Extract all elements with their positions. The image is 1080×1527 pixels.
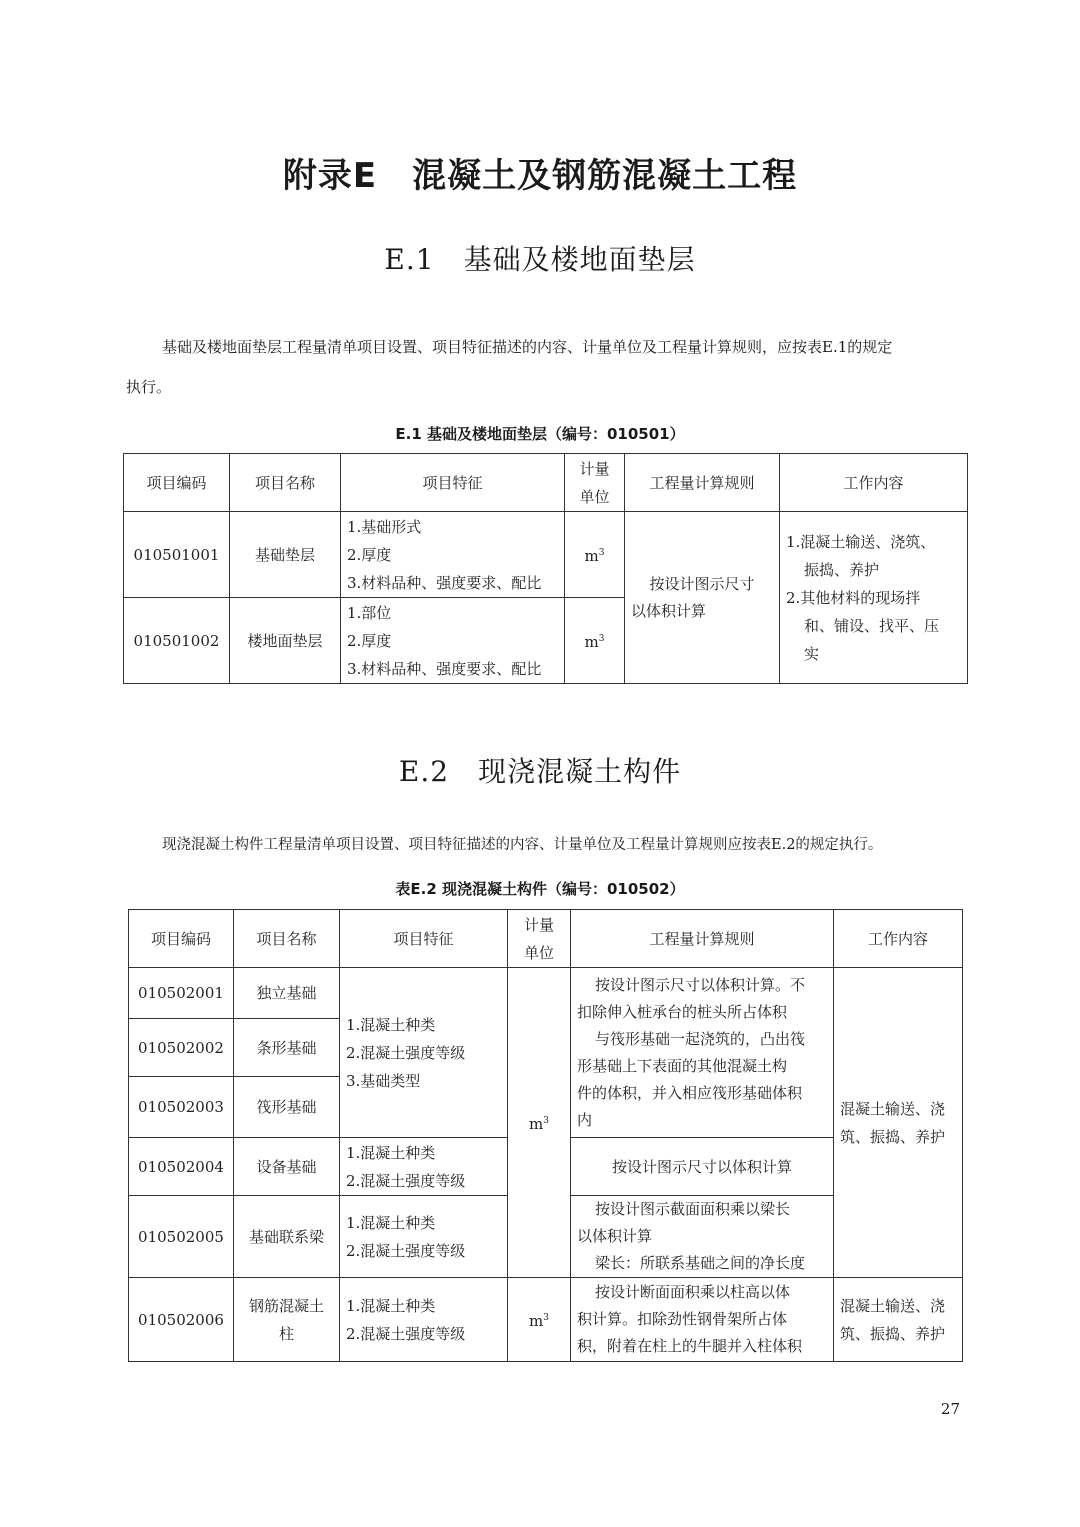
feature-item: 1.混凝土种类: [346, 1213, 436, 1232]
feature-item: 2.混凝土强度等级: [346, 1324, 466, 1343]
cell-code: 010502002: [129, 1019, 234, 1077]
cell-rule: 按设计图示尺寸以体积计算: [571, 1138, 834, 1196]
header-name: 项目名称: [230, 454, 341, 512]
e1-table-caption: E.1 基础及楼地面垫层（编号：010501）: [395, 425, 685, 443]
unit-sup: 3: [598, 548, 605, 558]
cell-code: 010502005: [129, 1196, 234, 1278]
table-row: [129, 968, 963, 1019]
rule-line: 按设计图示尺寸以体积计算。不: [595, 975, 806, 994]
cell-unit: [508, 1278, 571, 1362]
feature-item: 1.混凝土种类: [346, 1143, 436, 1162]
table-row: [129, 1278, 963, 1362]
work-line: 筑、振捣、养护: [840, 1324, 946, 1343]
feature-item: 3.材料品种、强度要求、配比: [347, 573, 542, 592]
work-line: 实: [804, 644, 820, 663]
cell-work: [834, 1278, 963, 1362]
header-name: 项目名称: [234, 910, 340, 968]
header-features: 项目特征: [340, 910, 508, 968]
cell-code: 010502003: [129, 1077, 234, 1138]
work-line: 和、铺设、找平、压: [804, 616, 940, 635]
cell-name: 楼地面垫层: [230, 598, 341, 684]
e2-table: [128, 909, 963, 1362]
rule-line: 件的体积，并入相应筏形基础体积: [577, 1083, 803, 1102]
work-line: 混凝土输送、浇: [840, 1099, 946, 1118]
header-work: 工作内容: [780, 454, 968, 512]
page-title: 附录E 混凝土及钢筋混凝土工程: [282, 156, 798, 196]
header-unit-line2: 单位: [523, 943, 554, 962]
header-unit-line2: 单位: [579, 487, 610, 506]
cell-name: 筏形基础: [234, 1077, 340, 1138]
header-code: 项目编码: [124, 454, 230, 512]
cell-name-line1: 钢筋混凝土: [248, 1296, 324, 1315]
feature-item: 1.基础形式: [347, 517, 422, 536]
cell-code: 010502006: [129, 1278, 234, 1362]
header-code: 项目编码: [129, 910, 234, 968]
cell-name: 基础垫层: [230, 512, 341, 598]
rule-line: 以体积计算: [577, 1227, 653, 1245]
rule-line: 内: [577, 1110, 593, 1129]
cell-name-line2: 柱: [278, 1324, 294, 1343]
feature-item: 2.混凝土强度等级: [346, 1171, 466, 1190]
cell-features: [341, 598, 565, 684]
cell-rule: [571, 968, 834, 1138]
cell-features: [341, 512, 565, 598]
unit-sup: 3: [543, 1313, 549, 1323]
header-unit: [565, 454, 625, 512]
cell-code: 010502004: [129, 1138, 234, 1196]
section-heading-e1: E.1 基础及楼地面垫层: [384, 243, 696, 276]
feature-item: 3.材料品种、强度要求、配比: [347, 659, 542, 678]
rule-line: 与筏形基础一起浇筑的，凸出筏: [595, 1029, 806, 1048]
rule-line: 梁长：所联系基础之间的净长度: [595, 1254, 806, 1272]
e1-intro-line2: 执行。: [126, 378, 172, 396]
rule-line: 按设计断面面积乘以柱高以体: [595, 1283, 791, 1301]
cell-name: 设备基础: [234, 1138, 340, 1196]
header-features: 项目特征: [341, 454, 565, 512]
rule-line: 按设计图示截面面积乘以梁长: [595, 1200, 791, 1218]
e1-table: [123, 453, 968, 684]
unit-text: m: [529, 1312, 544, 1330]
header-unit-line1: 计量: [579, 459, 610, 478]
rule-line: 形基础上下表面的其他混凝土构: [577, 1056, 788, 1075]
work-line: 混凝土输送、浇: [840, 1296, 946, 1315]
cell-code: 010501001: [124, 512, 230, 598]
e2-table-caption: 表E.2 现浇混凝土构件（编号：010502）: [395, 880, 685, 898]
feature-item: 1.混凝土种类: [346, 1015, 436, 1034]
e1-intro-line1: 基础及楼地面垫层工程量清单项目设置、项目特征描述的内容、计量单位及工程量计算规则，应按表E.1的规定: [162, 338, 893, 356]
header-rule: 工程量计算规则: [625, 454, 780, 512]
page-number: 27: [940, 1400, 960, 1418]
work-line: 振捣、养护: [804, 560, 880, 579]
cell-work: [834, 968, 963, 1278]
feature-item: 2.厚度: [347, 545, 392, 564]
feature-item: 2.混凝土强度等级: [346, 1241, 466, 1260]
cell-code: 010501002: [124, 598, 230, 684]
feature-item: 1.部位: [347, 603, 392, 622]
feature-item: 2.厚度: [347, 631, 392, 650]
rule-line: 积，附着在柱上的牛腿并入柱体积: [577, 1337, 803, 1355]
header-rule: 工程量计算规则: [571, 910, 834, 968]
rule-line: 扣除伸入桩承台的桩头所占体积: [577, 1002, 788, 1021]
e2-intro: 现浇混凝土构件工程量清单项目设置、项目特征描述的内容、计量单位及工程量计算规则应按表E.2的规定执行。: [162, 837, 883, 853]
cell-features: [340, 1138, 508, 1196]
cell-code: 010502001: [129, 968, 234, 1019]
cell-name: [234, 1278, 340, 1362]
work-line: 1.混凝土输送、浇筑、: [786, 532, 936, 551]
rule-line: 按设计图示尺寸: [649, 574, 755, 593]
rule-line: 以体积计算: [631, 601, 707, 620]
unit-text: m: [584, 633, 599, 651]
cell-unit: [565, 598, 625, 684]
table-header-row: [129, 910, 963, 968]
cell-rule: [571, 1196, 834, 1278]
cell-features: [340, 1278, 508, 1362]
header-work: 工作内容: [834, 910, 963, 968]
cell-unit: [508, 968, 571, 1278]
work-line: 筑、振捣、养护: [840, 1127, 946, 1146]
header-unit: [508, 910, 571, 968]
rule-line: 积计算。扣除劲性钢骨架所占体: [577, 1310, 788, 1328]
cell-name: 基础联系梁: [234, 1196, 340, 1278]
cell-unit: [565, 512, 625, 598]
feature-item: 2.混凝土强度等级: [346, 1043, 466, 1062]
work-line: 2.其他材料的现场拌: [786, 588, 921, 607]
section-heading-e2: E.2 现浇混凝土构件: [398, 755, 682, 788]
cell-rule: [571, 1278, 834, 1362]
header-unit-line1: 计量: [523, 915, 554, 934]
unit-text: m: [584, 547, 599, 565]
cell-rule: [625, 512, 780, 684]
cell-name: 条形基础: [234, 1019, 340, 1077]
feature-item: 1.混凝土种类: [346, 1296, 436, 1315]
unit-text: m: [529, 1115, 544, 1133]
cell-name: 独立基础: [234, 968, 340, 1019]
cell-features: [340, 1196, 508, 1278]
unit-sup: 3: [543, 1116, 549, 1126]
cell-work: [780, 512, 968, 684]
cell-features: [340, 968, 508, 1138]
table-row: [124, 512, 968, 598]
feature-item: 3.基础类型: [346, 1071, 421, 1090]
unit-sup: 3: [598, 634, 605, 644]
table-header-row: [124, 454, 968, 512]
